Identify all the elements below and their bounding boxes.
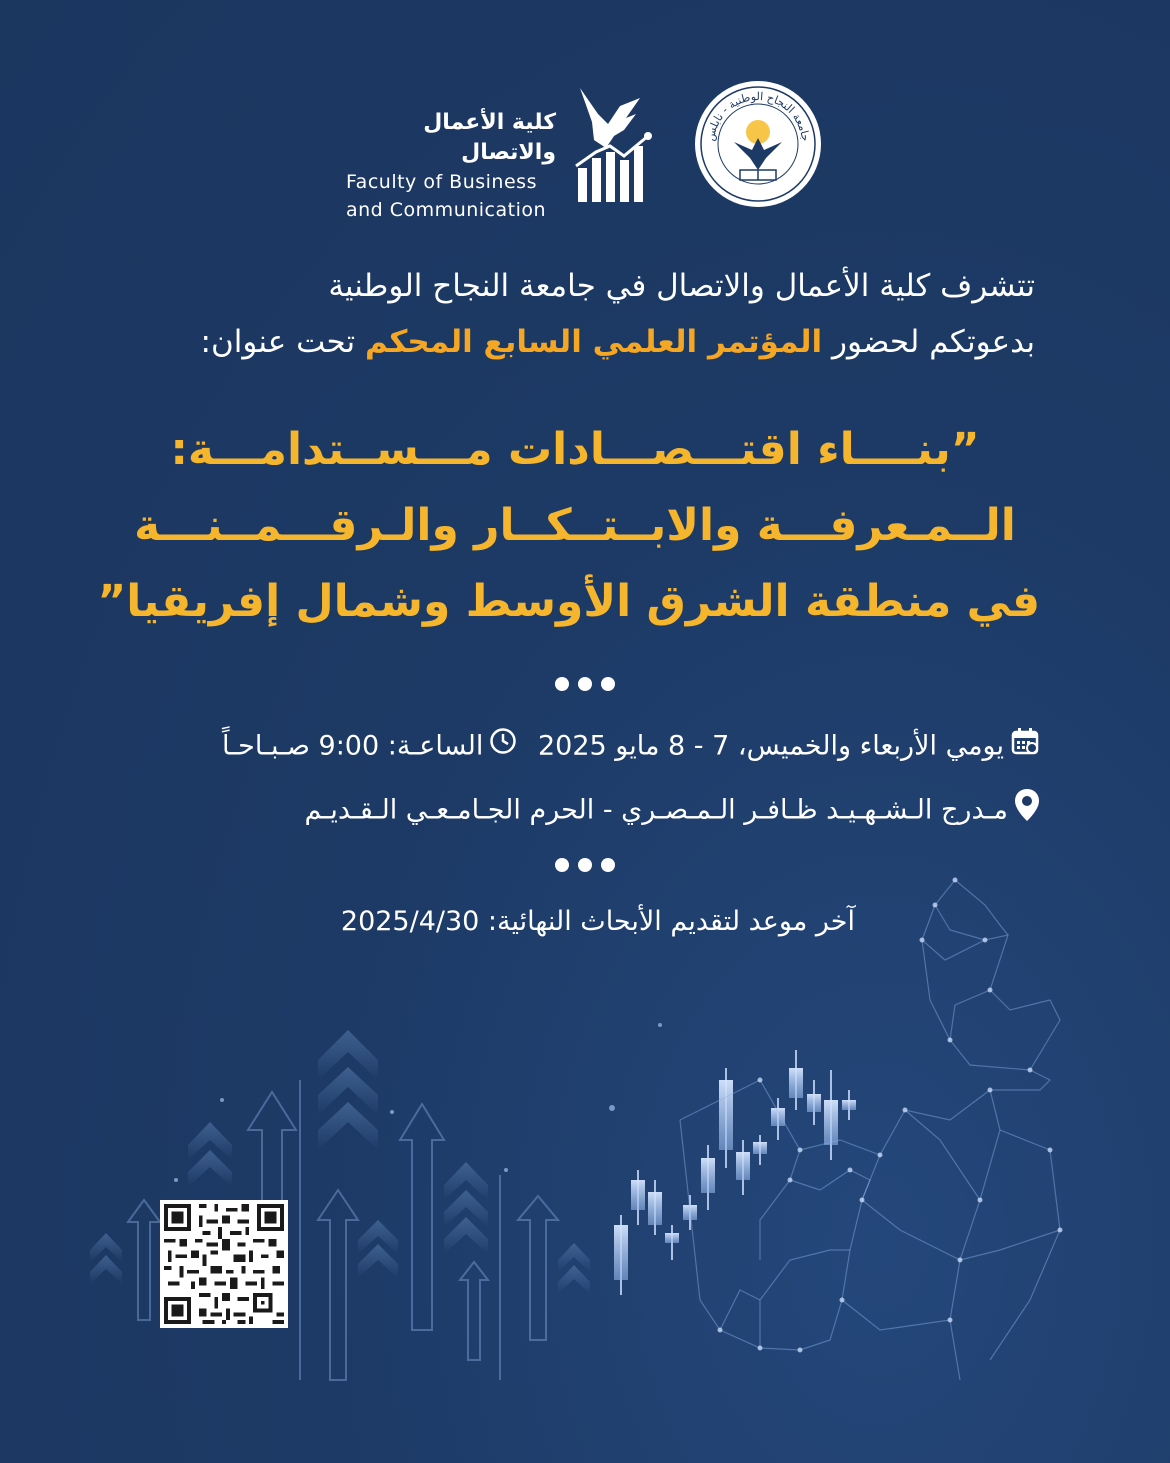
location-text: مـدرج الـشـهـيـد ظـافـر الـمـصـري - الحرم الجـامـعـي الـقـديـم [304, 794, 1008, 826]
date-time-line [130, 726, 1040, 768]
conference-title [97, 412, 1040, 640]
time-text: الساعـة: 9:00 صـبـاحـاً [222, 730, 484, 762]
title-line-2: الــمـعرفـــة والابــتــكــار والـرقـــمــنـــة [134, 500, 1016, 551]
candlestick-decoration [614, 1050, 856, 1295]
location-line [130, 788, 1040, 834]
location-pin-icon [1014, 788, 1040, 834]
clock-icon [489, 727, 517, 767]
faculty-name-english-line2: and Communication [346, 199, 547, 221]
network-hand-decoration [680, 880, 1060, 1380]
intro-line-1: تتشرف كلية الأعمال والاتصال في جامعة النجاح الوطنية [328, 268, 1035, 304]
faculty-name-arabic: كلية الأعمال والاتصال [423, 110, 556, 165]
seal-text: جامعة النجاح الوطنية - نابلس [703, 89, 812, 143]
faculty-name-english-line1: Faculty of Business [346, 171, 537, 193]
invitation-intro [120, 258, 1035, 370]
faculty-name-block [340, 108, 558, 224]
title-line-1: ”بنــــاء اقتـــصـــادات مـــســتدامـــة: [170, 424, 980, 475]
university-seal-logo [694, 80, 822, 208]
intro-line-2 [120, 314, 1035, 370]
intro-prefix: بدعوتكم لحضور [832, 324, 1035, 360]
separator-dots-bottom [555, 858, 615, 872]
title-line-3: في منطقة الشرق الأوسط وشمال إفريقيا” [97, 576, 1040, 627]
separator-dots-top [555, 677, 615, 691]
calendar-icon [1010, 726, 1040, 768]
qr-code[interactable] [160, 1200, 288, 1328]
intro-suffix: تحت عنوان: [200, 324, 356, 360]
submission-deadline: آخر موعد لتقديم الأبحاث النهائية: 2025/4/30 [340, 906, 855, 937]
date-text: يومي الأربعاء والخميس، 7 - 8 مايو 2025 [537, 730, 1004, 762]
conference-name-highlight: المؤتمر العلمي السابع المحكم [365, 324, 823, 360]
faculty-eagle-logo [570, 84, 656, 206]
